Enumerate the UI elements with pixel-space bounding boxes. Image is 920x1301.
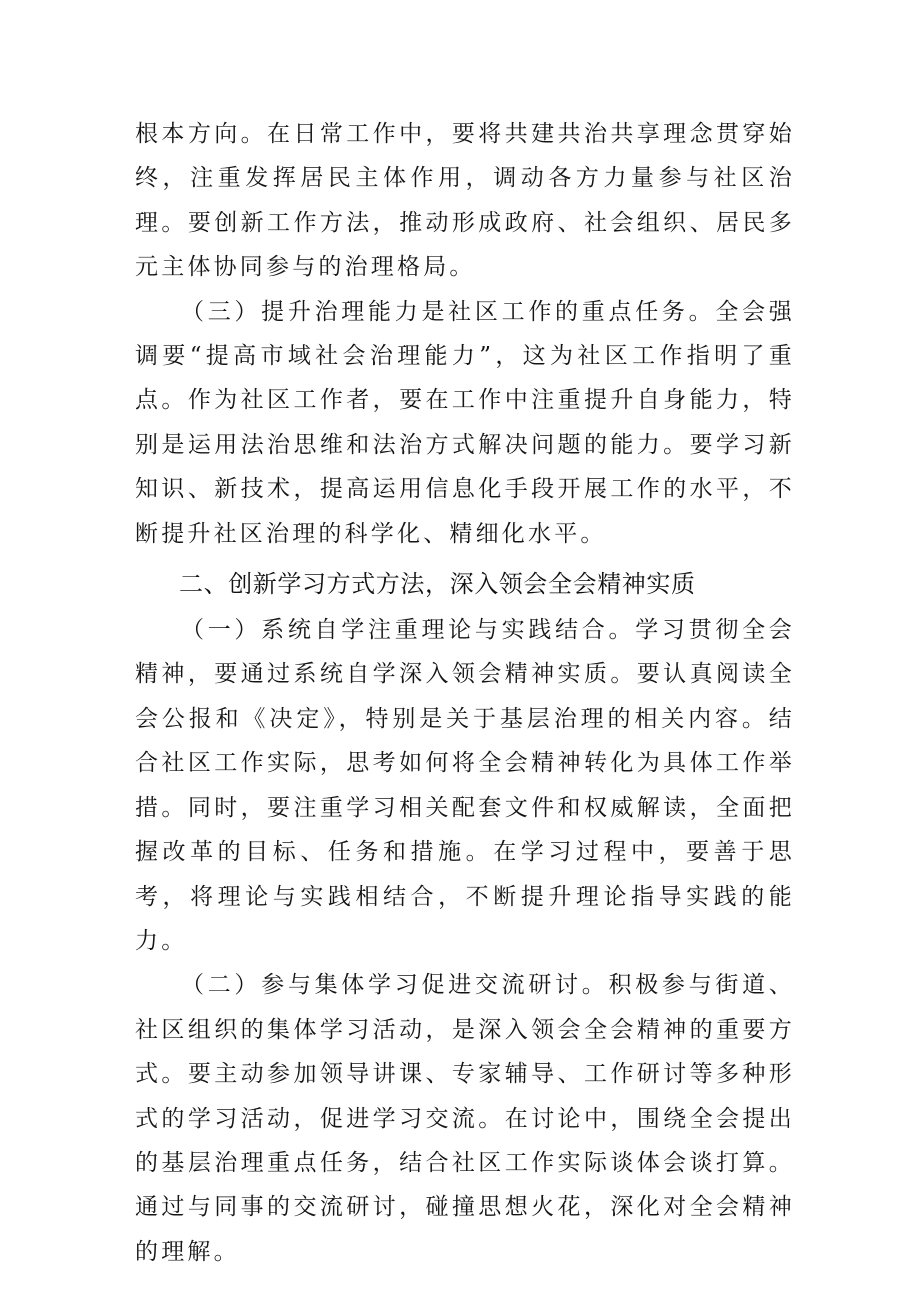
document-body xyxy=(135,112,795,1274)
paragraph-continuation: 根本方向。在日常工作中，要将共建共治共享理念贯穿始终，注重发挥居民主体作用，调动各方力量参与社区治理。要创新工作方法，推动形成政府、社会组织、居民多元主体协同参与的治理格局。 xyxy=(135,121,795,281)
paragraph-self-study: （一）系统自学注重理论与实践结合。学习贯彻全会精神，要通过系统自学深入领会精神实质。要认真阅读全会公报和《决定》，特别是关于基层治理的相关内容。结合社区工作实际，思考如何将全会精神转化为具体工作举措。同时，要注重学习相关配套文件和权威解读，全面把握改革的目标、任务和措施。在学习过程中，要善于思考，将理论与实践相结合，不断提升理论指导实践的能力。 xyxy=(135,617,795,954)
paragraph-group-study: （二）参与集体学习促进交流研讨。积极参与街道、社区组织的集体学习活动，是深入领会全会精神的重要方式。要主动参加领导讲课、专家辅导、工作研讨等多种形式的学习活动，促进学习交流。在讨论中，围绕全会提出的基层治理重点任务，结合社区工作实际谈体会谈打算。通过与同事的交流研讨，碰撞思想火花，深化对全会精神的理解。 xyxy=(135,972,795,1265)
section-heading-two: 二、创新学习方式方法，深入领会全会精神实质 xyxy=(179,570,696,599)
paragraph-governance-capacity: （三）提升治理能力是社区工作的重点任务。全会强调要“提高市域社会治理能力”，这为社区工作指明了重点。作为社区工作者，要在工作中注重提升自身能力，特别是运用法治思维和法治方式解决问题的能力。要学习新知识、新技术，提高运用信息化手段开展工作的水平，不断提升社区治理的科学化、精细化水平。 xyxy=(135,298,795,547)
